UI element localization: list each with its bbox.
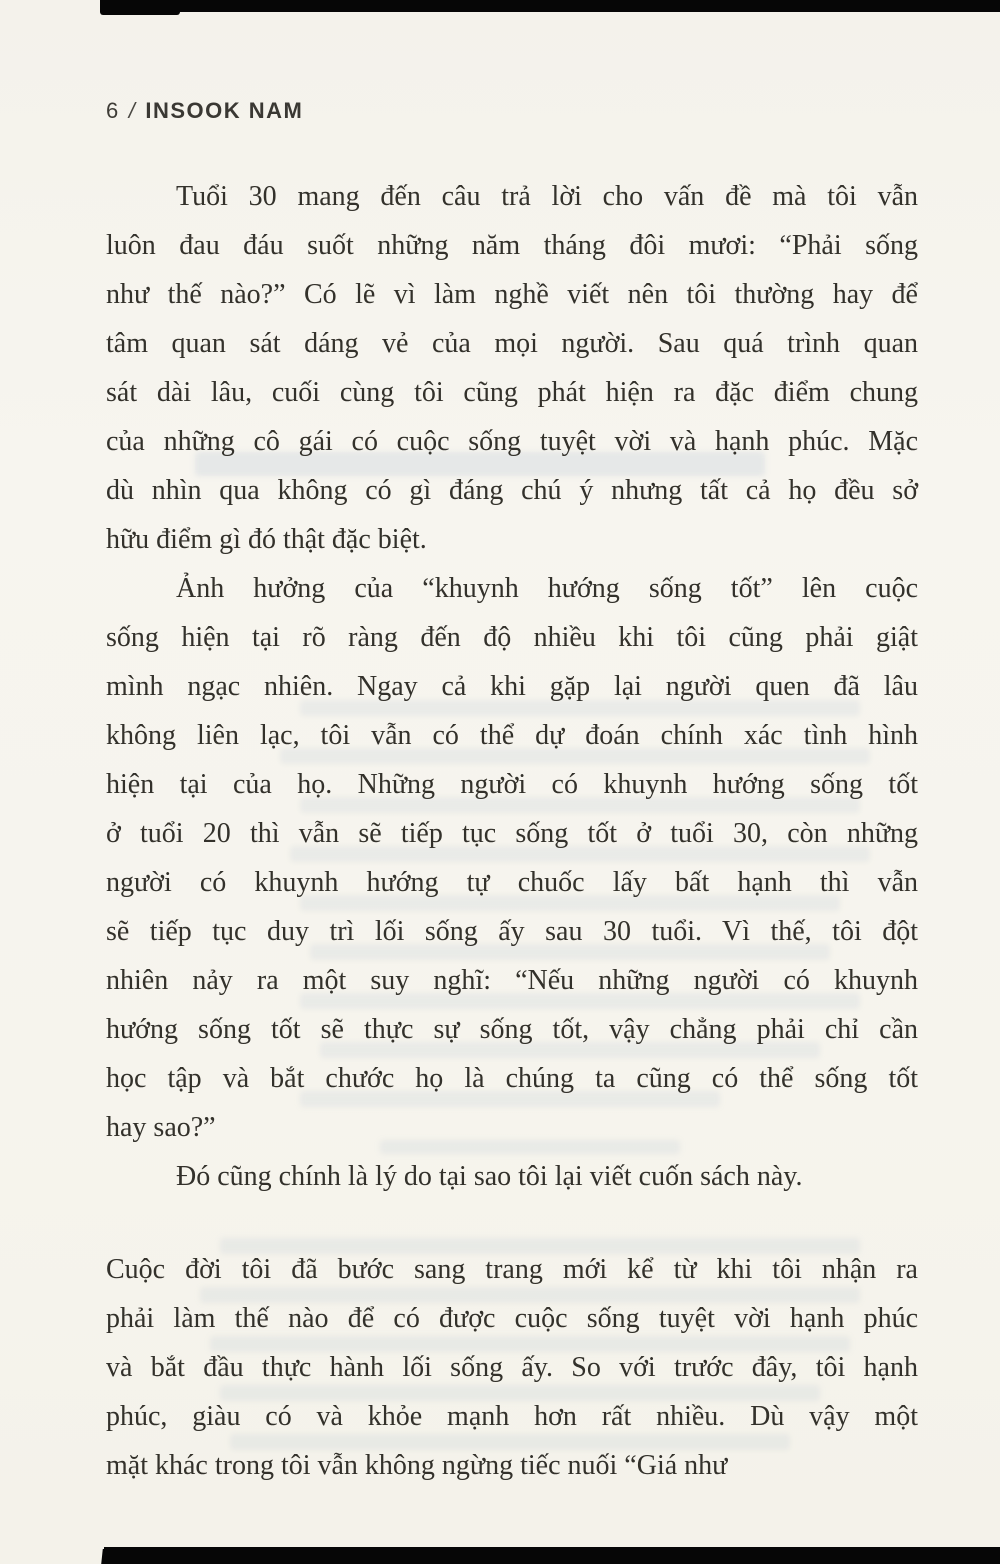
text-line: của những cô gái có cuộc sống tuyệt vời và hạnh phúc. Mặc [106,426,918,457]
text-line: phúc, giàu có và khỏe mạnh hơn rất nhiều. Dù vậy một [106,1401,918,1432]
text-line: sát dài lâu, cuối cùng tôi cũng phát hiện ra đặc điểm chung [106,377,918,408]
paragraph [106,1245,918,1490]
text-line: mặt khác trong tôi vẫn không ngừng tiếc nuối “Giá như [106,1450,728,1481]
text-line: hiện tại của họ. Những người có khuynh hướng sống tốt [106,769,918,800]
text-line: học tập và bắt chước họ là chúng ta cũng có thể sống tốt [106,1063,918,1094]
text-line: Cuộc đời tôi đã bước sang trang mới kể từ khi tôi nhận ra [106,1254,918,1285]
text-line: luôn đau đáu suốt những năm tháng đôi mươi: “Phải sống [106,230,918,261]
author-name: INSOOK NAM [145,98,304,123]
running-header [106,98,303,124]
text-line: nhiên nảy ra một suy nghĩ: “Nếu những người có khuynh [106,965,918,996]
text-line: người có khuynh hướng tự chuốc lấy bất hạnh thì vẫn [106,867,918,898]
paragraph [106,1152,918,1201]
text-line: hay sao?” [106,1112,216,1143]
text-line: không liên lạc, tôi vẫn có thể dự đoán chính xác tình hình [106,720,918,751]
text-line: Tuổi 30 mang đến câu trả lời cho vấn đề mà tôi vẫn [176,181,918,212]
text-line: phải làm thế nào để có được cuộc sống tuyệt vời hạnh phúc [106,1303,918,1334]
text-line: tâm quan sát dáng vẻ của mọi người. Sau quá trình quan [106,328,918,359]
text-line: Đó cũng chính là lý do tại sao tôi lại viết cuốn sách này. [176,1161,803,1192]
scan-edge-bar-bottom [104,1547,1000,1564]
text-line: hướng sống tốt sẽ thực sự sống tốt, vậy chẳng phải chỉ cần [106,1014,918,1045]
paragraph [106,564,918,1152]
paragraph [106,172,918,564]
scan-edge-bar-top [100,0,1000,12]
text-block [106,172,918,1490]
page-number: 6 [106,98,119,123]
text-line: sống hiện tại rõ ràng đến độ nhiều khi tôi cũng phải giật [106,622,918,653]
text-line: ở tuổi 20 thì vẫn sẽ tiếp tục sống tốt ở tuổi 30, còn những [106,818,918,849]
text-line: và bắt đầu thực hành lối sống ấy. So với trước đây, tôi hạnh [106,1352,918,1383]
text-line: dù nhìn qua không có gì đáng chú ý nhưng tất cả họ đều sở [106,475,918,506]
text-line: Ảnh hưởng của “khuynh hướng sống tốt” lên cuộc [176,573,918,604]
text-line: như thế nào?” Có lẽ vì làm nghề viết nên tôi thường hay để [106,279,918,310]
text-line: sẽ tiếp tục duy trì lối sống ấy sau 30 tuổi. Vì thế, tôi đột [106,916,918,947]
text-line: mình ngạc nhiên. Ngay cả khi gặp lại người quen đã lâu [106,671,918,702]
text-line: hữu điểm gì đó thật đặc biệt. [106,524,427,555]
header-separator: / [128,98,136,123]
